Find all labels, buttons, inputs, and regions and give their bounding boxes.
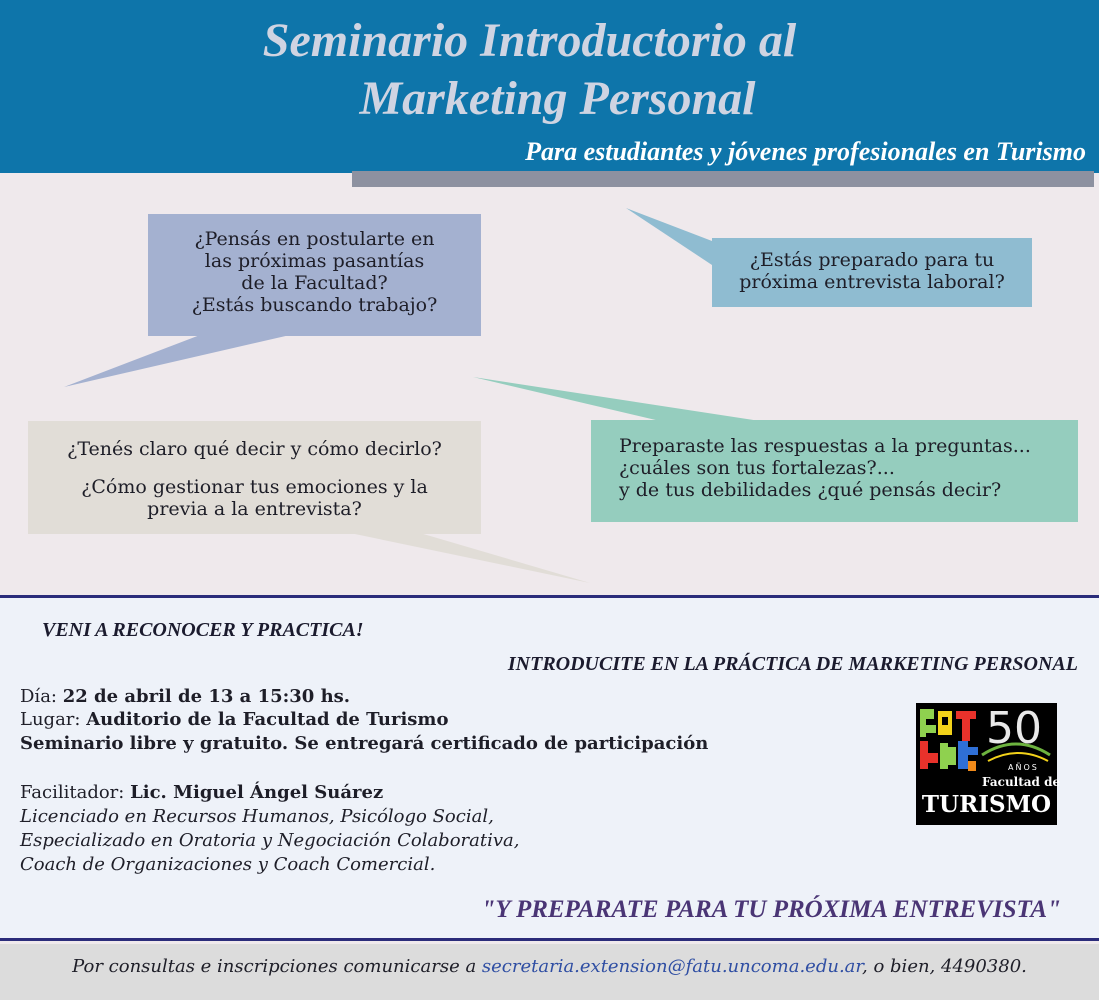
bubble4-line: ¿cuáles son tus fortalezas?...: [619, 457, 895, 479]
date-value: 22 de abril de 13 a 15:30 hs.: [62, 686, 351, 707]
closing-quote: "Y PREPARATE PARA TU PRÓXIMA ENTREVISTA": [481, 896, 1061, 923]
bubble1-line: de la Facultad?: [241, 272, 388, 294]
contact-line: [0, 956, 1099, 977]
event-date: [20, 686, 350, 708]
facilitator-bio-line: Especializado en Oratoria y Negociación Colaborativa,: [20, 830, 520, 851]
facilitator-bio-line: Coach de Organizaciones y Coach Comercial.: [20, 854, 436, 875]
subtitle-bar: [352, 171, 1094, 187]
bubble1-line: ¿Estás buscando trabajo?: [191, 294, 438, 316]
location-value: Auditorio de la Facultad de Turismo: [86, 709, 449, 730]
headline-introduce: INTRODUCITE EN LA PRÁCTICA DE MARKETING PERSONAL: [507, 653, 1078, 675]
headline-practice: VENI A RECONOCER Y PRACTICA!: [42, 619, 364, 641]
logo-anos: AÑOS: [1008, 763, 1039, 772]
bubble4-tail: [473, 377, 760, 421]
fatu-50-logo: [916, 703, 1061, 825]
bubble2-tail: [626, 208, 712, 265]
location-label: Lugar:: [20, 709, 81, 730]
header-banner: [0, 0, 1099, 173]
facilitator-name: Lic. Miguel Ángel Suárez: [130, 782, 384, 803]
event-location: [20, 709, 448, 731]
bubble2-line: ¿Estás preparado para tu: [749, 249, 995, 271]
free-note-text: Seminario libre y gratuito. Se entregará certificado de participación: [20, 733, 709, 754]
logo-facultad: Facultad de: [982, 775, 1061, 789]
bubble1-line: las próximas pasantías: [204, 250, 425, 272]
question-bubbles-area: [0, 187, 1099, 595]
page-title-line2: Marketing Personal: [359, 72, 756, 125]
bubble-internships: [148, 214, 481, 336]
bubble1-tail: [64, 335, 290, 387]
bubble4-line: y de tus debilidades ¿qué pensás decir?: [619, 479, 1002, 501]
bubble3-line: ¿Cómo gestionar tus emociones y la: [81, 476, 428, 498]
page-title-line1: Seminario Introductorio al: [262, 14, 797, 67]
date-label: Día:: [20, 686, 57, 707]
facilitator-label: Facilitador:: [20, 782, 125, 803]
contact-prefix: Por consultas e inscripciones comunicarse a: [72, 956, 482, 977]
event-free-note: [20, 733, 708, 755]
bubble3-line: previa a la entrevista?: [147, 498, 362, 520]
bubble-interview-ready: [712, 238, 1032, 307]
logo-turismo: TURISMO: [921, 791, 1052, 818]
bubble1-line: ¿Pensás en postularte en: [194, 228, 435, 250]
page-subtitle: Para estudiantes y jóvenes profesionales en Turismo: [525, 137, 1086, 166]
bubble-what-to-say: [28, 421, 481, 534]
footer: [0, 944, 1099, 1000]
bubble4-line: Preparaste las respuestas a la preguntas...: [619, 435, 1031, 457]
facilitator-bio-line: Licenciado en Recursos Humanos, Psicólogo Social,: [20, 806, 494, 827]
bubble3-line: ¿Tenés claro qué decir y cómo decirlo?: [67, 438, 442, 460]
contact-email-link[interactable]: secretaria.extension@fatu.uncoma.edu.ar: [481, 956, 863, 977]
logo-number: 50: [986, 703, 1042, 754]
bubble3-tail: [350, 533, 590, 583]
contact-suffix: , o bien, 4490380.: [862, 956, 1027, 977]
bubble2-line: próxima entrevista laboral?: [739, 271, 1005, 293]
bubble-answers: [591, 420, 1078, 522]
divider-bottom: [0, 938, 1099, 941]
facilitator: [20, 782, 383, 804]
